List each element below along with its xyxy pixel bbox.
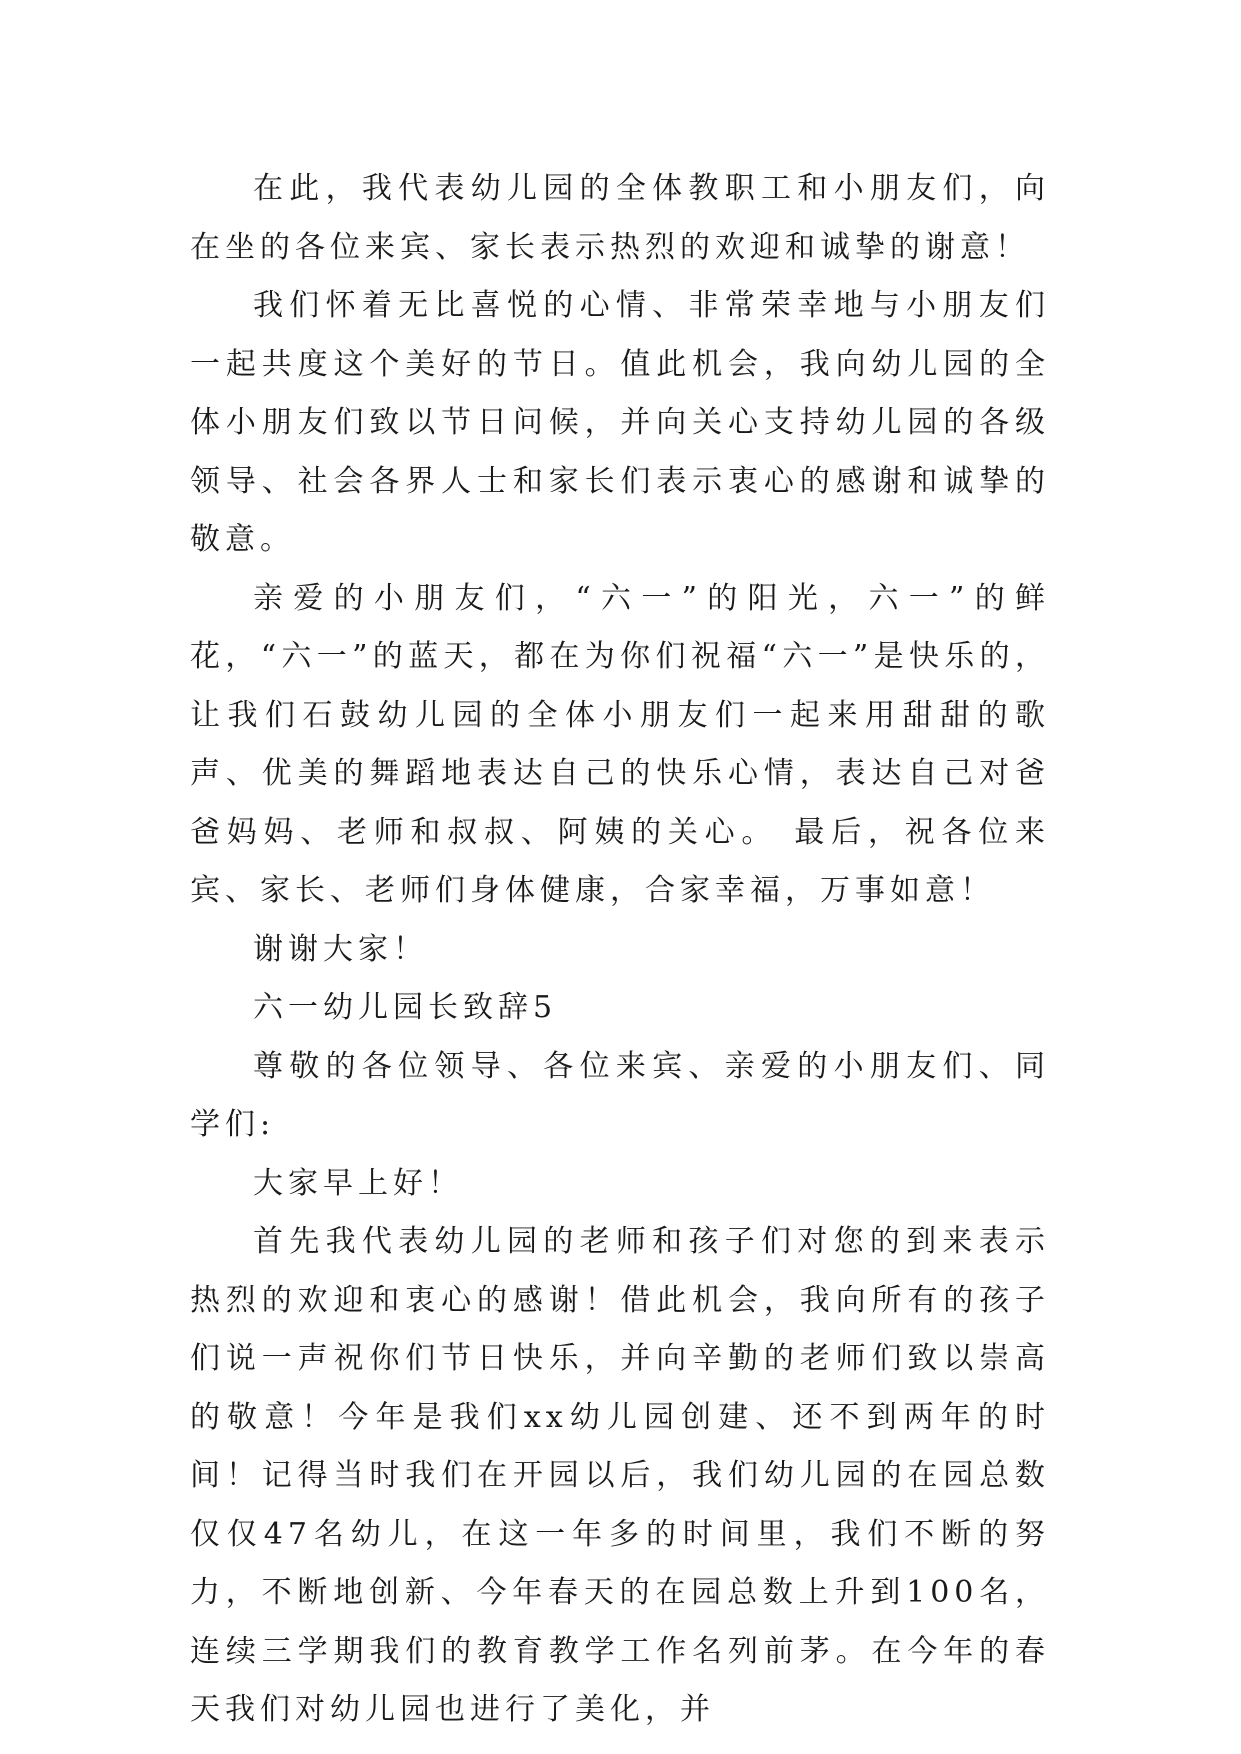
paragraph-greetings: 我们怀着无比喜悦的心情、非常荣幸地与小朋友们一起共度这个美好的节日。值此机会，我向幼儿园的全体小朋友们致以节日问候，并向关心支持幼儿园的各级领导、社会各界人士和家长们表示衷心的感谢和诚挚的敬意。 <box>190 288 1050 557</box>
paragraph-history: 首先我代表幼儿园的老师和孩子们对您的到来表示热烈的欢迎和衷心的感谢！借此机会，我向所有的孩子们说一声祝你们节日快乐，并向辛勤的老师们致以崇高的敬意！今年是我们xx幼儿园创建、还不到两年的时间！记得当时我们在开园以后，我们幼儿园的在园总数仅仅47名幼儿，在这一年多的时间里，我们不断的努力，不断地创新、今年春天的在园总数上升到100名，连续三学期我们的教育教学工作名列前茅。在今年的春天我们对幼儿园也进行了美化，并 <box>190 1224 1050 1727</box>
paragraph-children: 亲爱的小朋友们，“六一”的阳光，六一”的鲜花，“六一”的蓝天，都在为你们祝福“六一”是快乐的，让我们石鼓幼儿园的全体小朋友们一起来用甜甜的歌声、优美的舞蹈地表达自己的快乐心情，表达自己对爸爸妈妈、老师和叔叔、阿姨的关心。 最后，祝各位来宾、家长、老师们身体健康，合家幸福，万事如意！ <box>190 580 1050 908</box>
paragraph-thanks: 谢谢大家！ <box>253 931 428 967</box>
section-heading: 六一幼儿园长致辞5 <box>253 990 558 1025</box>
greeting-morning: 大家早上好！ <box>253 1165 463 1201</box>
salutation: 尊敬的各位领导、各位来宾、亲爱的小朋友们、同学们: <box>190 1048 1050 1142</box>
document-page <box>190 160 1050 1740</box>
paragraph-welcome: 在此，我代表幼儿园的全体教职工和小朋友们，向在坐的各位来宾、家长表示热烈的欢迎和诚挚的谢意！ <box>190 171 1050 265</box>
